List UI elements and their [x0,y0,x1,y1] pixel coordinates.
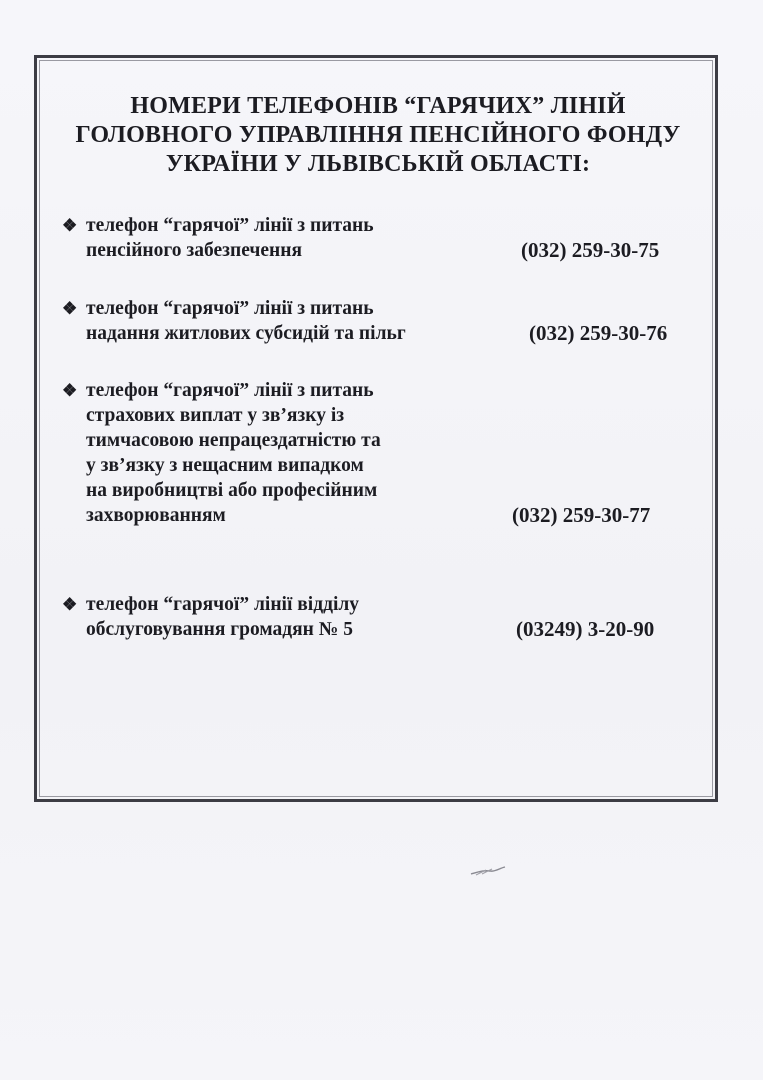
description-line: телефон “гарячої” лінії з питань [86,215,374,236]
diamond-bullet-icon: ❖ [62,299,78,318]
phone-number: (03249) 3-20-90 [516,617,655,641]
title-line-3: УКРАЇНИ У ЛЬВІВСЬКІЙ ОБЛАСТІ: [165,151,591,177]
hotline-description [86,592,506,642]
diamond-bullet-icon: ❖ [62,381,78,400]
description-line: телефон “гарячої” лінії відділу [86,594,360,615]
description-line: захворюванням [86,505,226,526]
phone-number: (032) 259-30-76 [529,321,668,345]
description-line: надання житлових субсидій та пільг [86,323,406,344]
description-line: на виробництві або професійним [86,480,378,501]
phone-number: (032) 259-30-77 [512,503,651,527]
title-line-1: НОМЕРИ ТЕЛЕФОНІВ “ГАРЯЧИХ” ЛІНІЙ [130,93,626,119]
pen-mark-icon [470,866,506,876]
hotline-item-insurance [62,378,702,530]
description-line: тимчасовою непрацездатністю та [86,430,381,451]
title-line-2: ГОЛОВНОГО УПРАВЛІННЯ ПЕНСІЙНОГО ФОНДУ [75,122,681,148]
hotline-item-subsidies [62,296,702,348]
description-line: страхових виплат у зв’язку із [86,405,345,426]
document-title [40,92,716,179]
diamond-bullet-icon: ❖ [62,595,78,614]
description-line: телефон “гарячої” лінії з питань [86,298,374,319]
description-line: обслуговування громадян № 5 [86,619,353,640]
hotline-item-pension [62,213,702,265]
hotline-description [86,378,506,528]
diamond-bullet-icon: ❖ [62,216,78,235]
hotline-description [86,296,506,346]
description-line: у зв’язку з нещасним випадком [86,455,364,476]
description-line: пенсійного забезпечення [86,240,303,261]
description-line: телефон “гарячої” лінії з питань [86,380,374,401]
hotline-item-service-department [62,592,702,644]
hotline-description [86,213,506,263]
phone-number: (032) 259-30-75 [521,238,660,262]
